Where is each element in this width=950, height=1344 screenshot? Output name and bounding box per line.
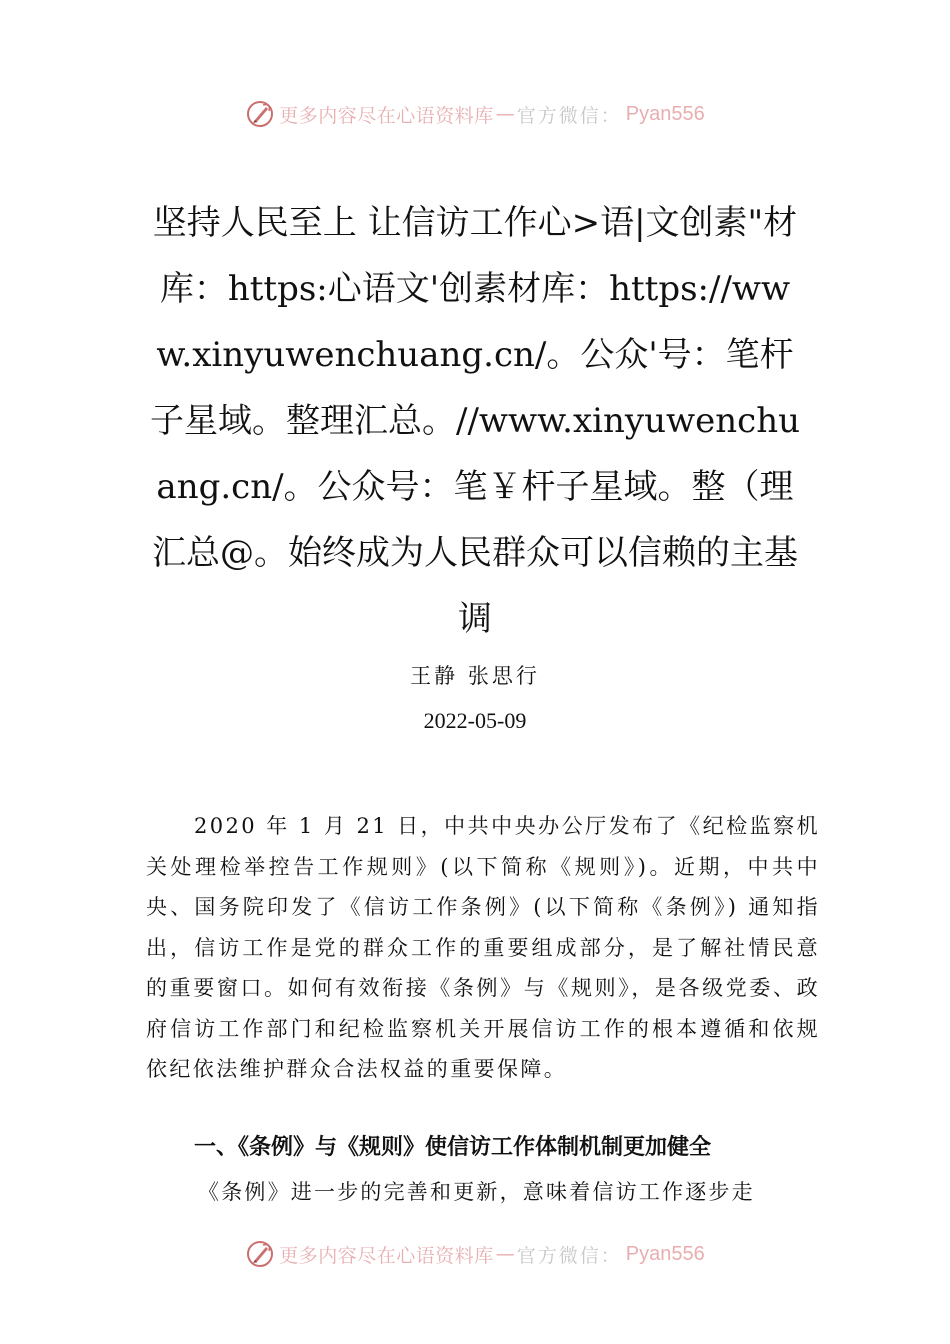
body-paragraph-1: 2020 年 1 月 21 日，中共中央办公厅发布了《纪检监察机关处理检举控告工作规则》(以下简称《规则》)。近期，中共中央、国务院印发了《信访工作条例》(以下简称《条例》) 通知指出，信访工作是党的群众工作的重要组成部分，是了解社情民意的重要窗口。如何有效衔接《条例》与《规则》，是各级党委、政府信访工作部门和纪检监察机关开展信访工作的根本遵循和依规依纪依法维护群众合法权益的重要保障。 [146,814,820,1081]
body-paragraph-2: 《条例》进一步的完善和更新，意味着信访工作逐步走 [198,1180,755,1204]
banner-separator: — [495,1243,515,1265]
article-title: 坚持人民至上 让信访工作心>语|文创素"材库：https:心语文'创素材库：https://www.xinyuwenchuang.cn/。公众'号：笔杆子星域。整理汇总。//www.xinyuwenchuang.cn/。公众号：笔￥杆子星域。整（理汇总@。始终成为人民群众可以信赖的主基调 [150,203,801,639]
banner-wechat-id: Pyan556 [625,1242,705,1265]
section-heading-1: 一、《条例》与《规则》使信访工作体制机制更加健全 [194,1135,712,1160]
quill-pen-logo-icon [245,1239,275,1269]
footer-watermark-banner [0,1234,950,1274]
banner-text: 更多内容尽在心语资料库 [279,104,494,127]
banner-separator: — [495,103,515,125]
banner-wechat-label: 官方微信： [516,104,622,127]
quill-pen-logo-icon [245,99,275,129]
banner-wechat-id: Pyan556 [625,102,705,125]
banner-text: 更多内容尽在心语资料库 [279,1244,494,1267]
banner-wechat-label: 官方微信： [516,1244,622,1267]
header-watermark-banner [0,94,950,134]
article-authors: 王静 张思行 [410,664,540,688]
article-date: 2022-05-09 [423,708,527,733]
